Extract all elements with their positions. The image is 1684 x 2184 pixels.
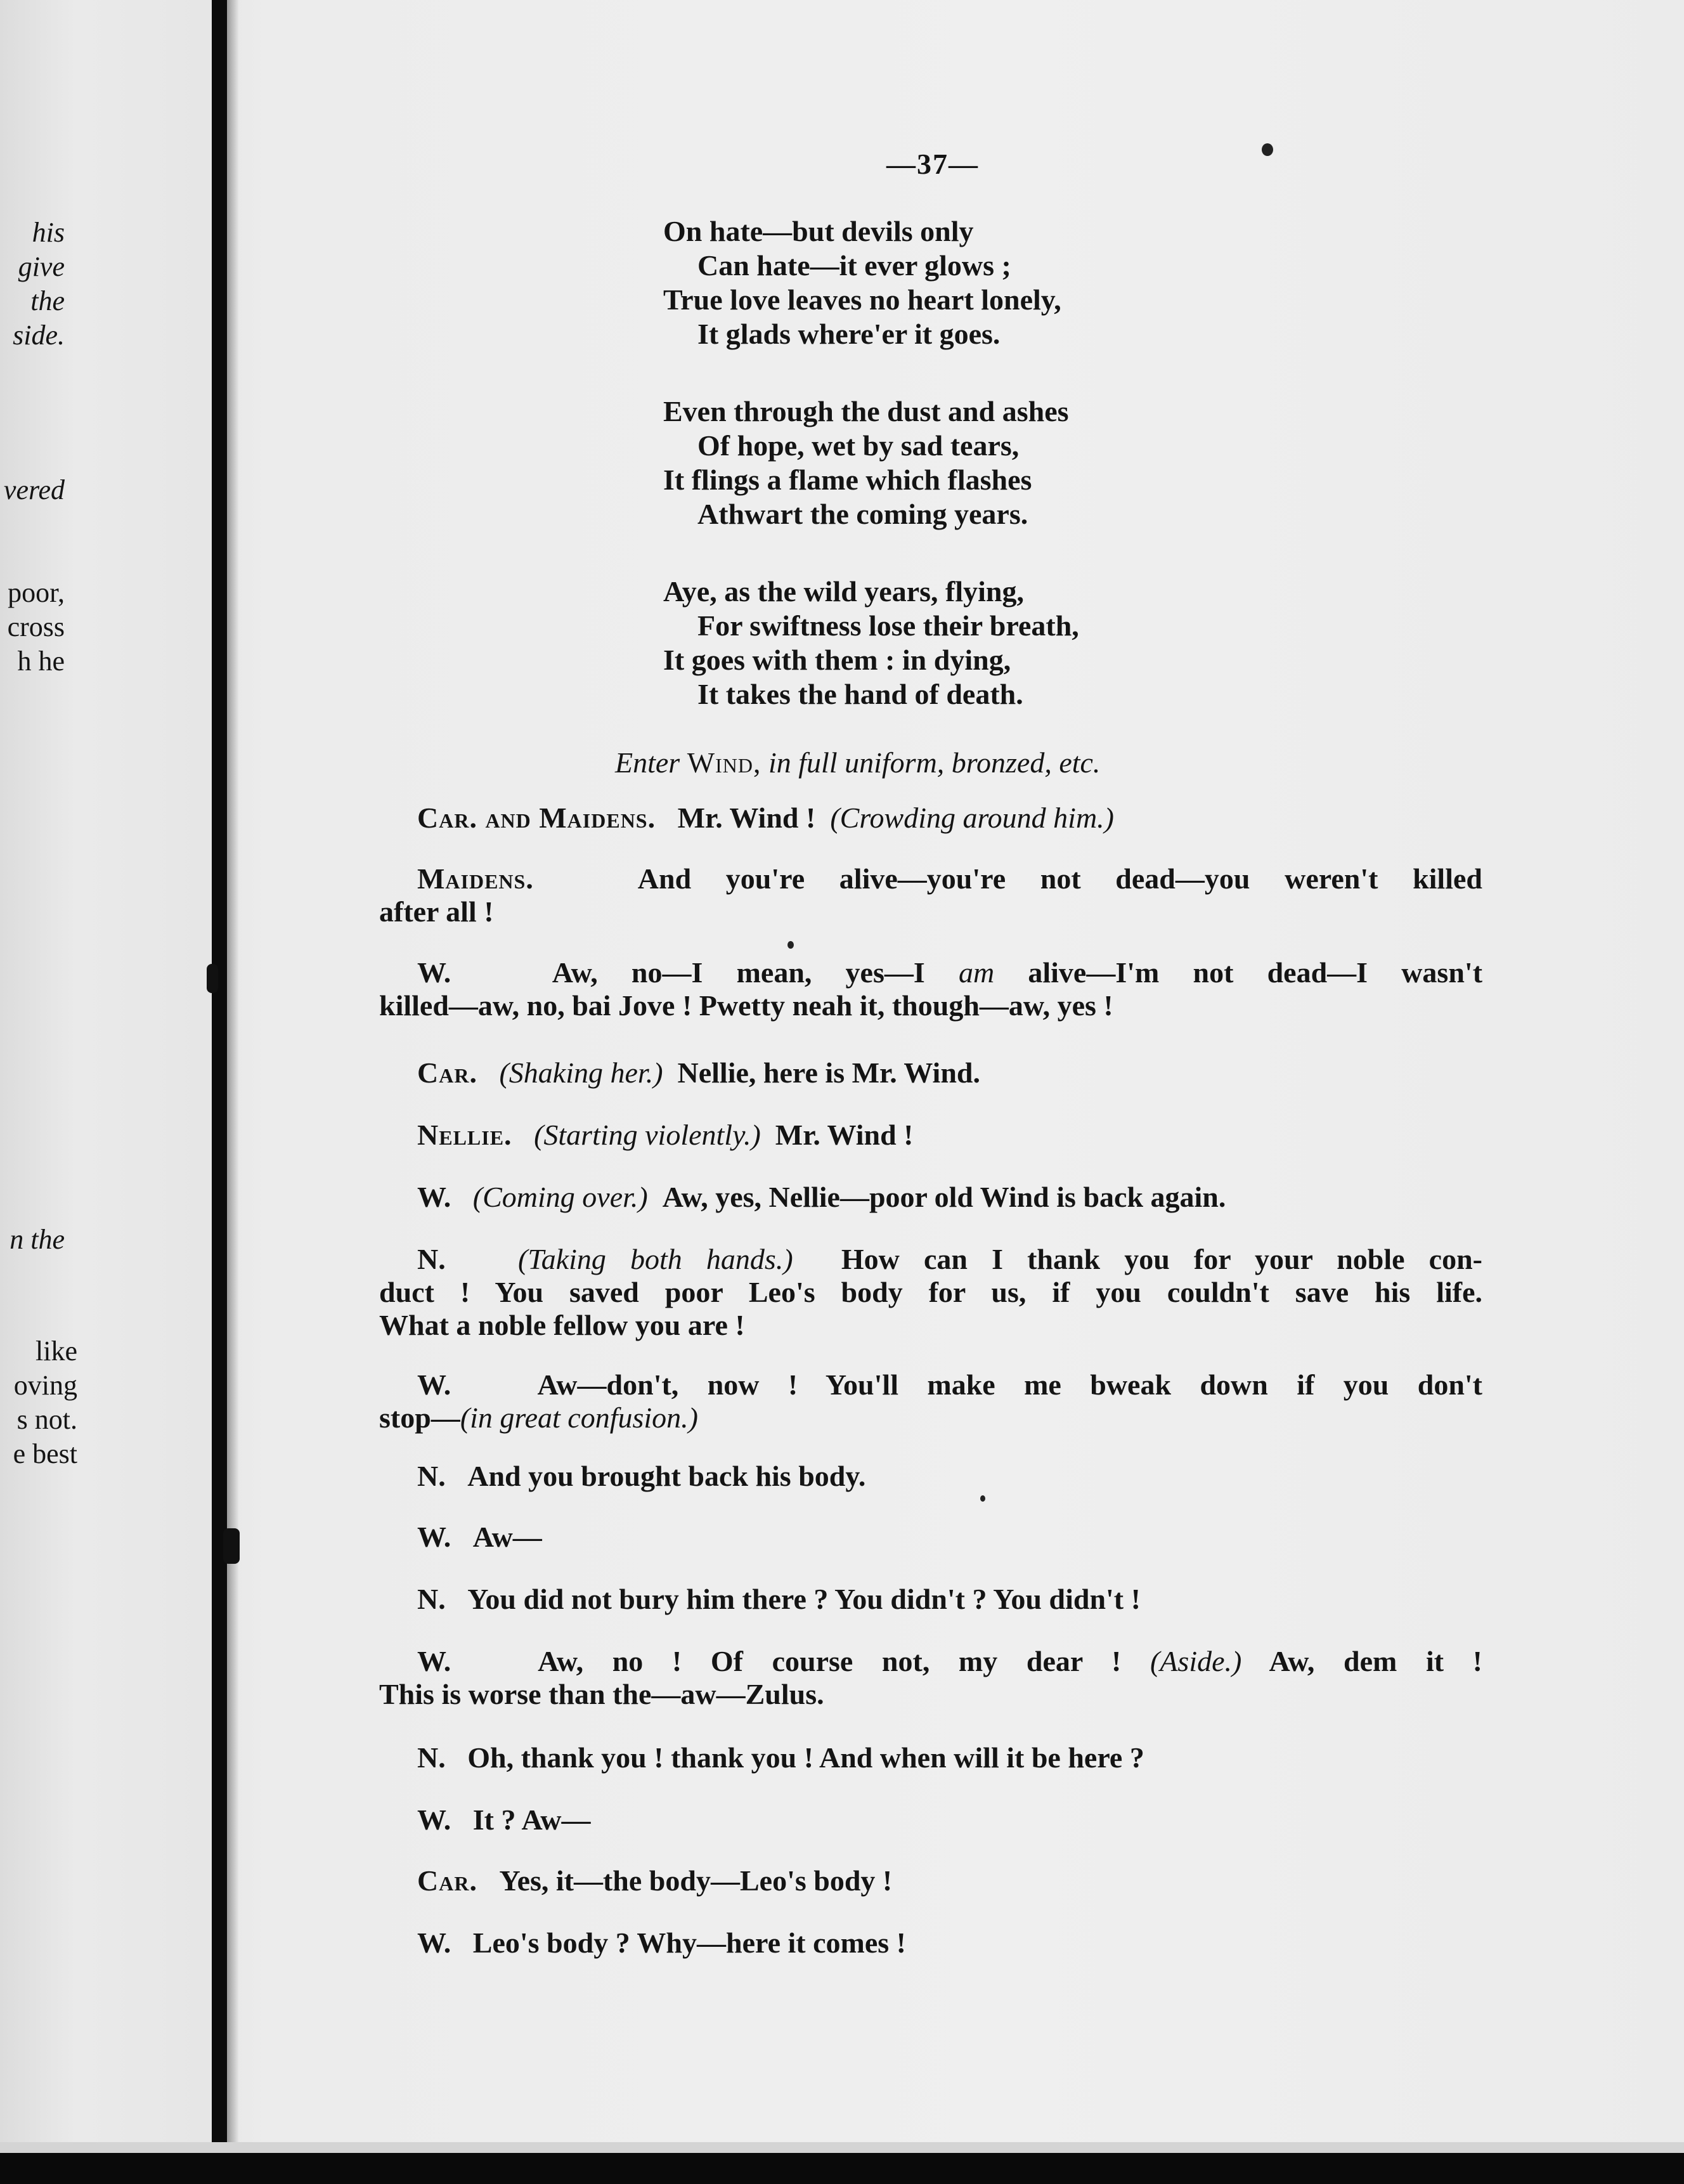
dialogue-line-8 bbox=[379, 1368, 1482, 1434]
verse-line: It flings a flame which flashes bbox=[663, 464, 1032, 496]
stage-direction-text: in full uniform, bronzed, etc. bbox=[768, 746, 1101, 779]
binding-clip-mark bbox=[207, 964, 218, 993]
verse-line: Of hope, wet by sad tears, bbox=[697, 429, 1020, 462]
dialogue-line-11 bbox=[379, 1583, 1482, 1616]
dialogue-line-2 bbox=[379, 862, 1482, 928]
speaker-name: W. bbox=[417, 1804, 451, 1836]
speech-emphasis: am bbox=[958, 956, 995, 989]
speaker-name: Maidens. bbox=[417, 862, 534, 895]
speech-direction: (Crowding around him.) bbox=[830, 802, 1114, 834]
speaker-name: W. bbox=[417, 1521, 451, 1553]
speech-direction: (in great confusion.) bbox=[460, 1401, 698, 1434]
binding-clip-mark bbox=[223, 1528, 240, 1564]
speech-text: And you brought back his body. bbox=[467, 1460, 866, 1492]
stage-character-name: Wind, bbox=[687, 746, 761, 779]
speech-text: And you're alive—you're not dead—you weren't killed bbox=[637, 862, 1482, 895]
speech-text: It ? Aw— bbox=[472, 1804, 591, 1836]
speech-text-continued: stop— bbox=[379, 1401, 460, 1434]
left-page-fragment-3 bbox=[0, 576, 65, 679]
left-fragment-line: n the bbox=[10, 1224, 65, 1255]
speech-text: Leo's body ? Why—here it comes ! bbox=[472, 1927, 906, 1959]
verse-line: On hate—but devils only bbox=[663, 215, 974, 247]
speech-text: Nellie, here is Mr. Wind. bbox=[677, 1056, 980, 1089]
left-page-fragment-1 bbox=[0, 216, 65, 353]
speaker-name: N. bbox=[417, 1460, 446, 1492]
left-fragment-line: vered bbox=[3, 474, 65, 505]
speaker-name: W. bbox=[417, 1645, 451, 1677]
dialogue-line-16 bbox=[379, 1927, 1482, 1960]
left-fragment-line: e best bbox=[13, 1438, 77, 1469]
dialogue-line-9 bbox=[379, 1460, 1482, 1493]
speech-direction: (Taking both hands.) bbox=[518, 1243, 793, 1275]
speech-text: alive—I'm not dead—I wasn't bbox=[1028, 956, 1483, 989]
dialogue-line-7 bbox=[379, 1243, 1482, 1342]
speaker-name: W. bbox=[417, 1181, 451, 1213]
left-page-fragment-2 bbox=[0, 473, 65, 507]
speech-text-continued: after all ! bbox=[379, 895, 494, 928]
speech-text: Aw, yes, Nellie—poor old Wind is back again. bbox=[662, 1181, 1226, 1213]
left-page-fragment-5 bbox=[8, 1334, 77, 1471]
speaker-name: Nellie. bbox=[417, 1119, 512, 1151]
dialogue-line-12 bbox=[379, 1645, 1482, 1711]
poem-stanza-3 bbox=[663, 575, 1079, 712]
stage-direction-enter bbox=[615, 746, 1100, 779]
left-fragment-line: the bbox=[30, 285, 65, 316]
dialogue-line-15 bbox=[379, 1864, 1482, 1897]
stage-enter-word: Enter bbox=[615, 746, 680, 779]
left-fragment-line: side. bbox=[13, 320, 65, 351]
dialogue-line-5 bbox=[379, 1119, 1482, 1152]
dialogue-line-13 bbox=[379, 1741, 1482, 1774]
dialogue-line-10 bbox=[379, 1521, 1482, 1554]
speaker-name: Car. bbox=[417, 1056, 477, 1089]
page-number: —37— bbox=[886, 148, 979, 180]
left-fragment-line: s not. bbox=[16, 1404, 77, 1435]
left-page-fragment-4 bbox=[0, 1223, 65, 1257]
verse-line: It goes with them : in dying, bbox=[663, 644, 1011, 676]
speaker-name: W. bbox=[417, 1368, 451, 1401]
speech-text: Mr. Wind ! bbox=[775, 1119, 914, 1151]
speaker-name: W. bbox=[417, 956, 451, 989]
left-fragment-line: give bbox=[18, 251, 65, 282]
speech-text: Aw, no—I mean, yes—I bbox=[552, 956, 925, 989]
speech-text-continued: duct ! You saved poor Leo's body for us, if you couldn't save his life. bbox=[379, 1276, 1482, 1308]
speech-text: Aw, dem it ! bbox=[1269, 1645, 1482, 1677]
speech-direction: (Coming over.) bbox=[472, 1181, 648, 1213]
speech-text: Aw—don't, now ! You'll make me bweak down if you don't bbox=[537, 1368, 1482, 1401]
verse-line: It takes the hand of death. bbox=[697, 678, 1023, 710]
speaker-name: N. bbox=[417, 1243, 446, 1275]
speaker-name: Car. bbox=[417, 1864, 477, 1897]
ink-speck bbox=[980, 1495, 985, 1502]
speech-text-continued: killed—aw, no, bai Jove ! Pwetty neah it, though—aw, yes ! bbox=[379, 989, 1113, 1022]
left-fragment-line: poor, bbox=[8, 577, 65, 608]
gutter-shadow bbox=[227, 0, 238, 2153]
left-fragment-line: like bbox=[36, 1336, 77, 1367]
speech-text: Mr. Wind ! bbox=[677, 802, 816, 834]
poem-stanza-1 bbox=[663, 214, 1061, 351]
dialogue-line-3 bbox=[379, 956, 1482, 1022]
speech-text-continued: What a noble fellow you are ! bbox=[379, 1309, 745, 1341]
speaker-name: N. bbox=[417, 1741, 446, 1774]
verse-line: Even through the dust and ashes bbox=[663, 395, 1069, 427]
speech-direction: (Aside.) bbox=[1150, 1645, 1242, 1677]
bottom-edge-shadow bbox=[0, 2153, 1684, 2184]
dialogue-line-14 bbox=[379, 1804, 1482, 1836]
speech-text: You did not bury him there ? You didn't ? You didn't ! bbox=[467, 1583, 1141, 1615]
left-fragment-line: oving bbox=[13, 1370, 77, 1401]
ink-speck bbox=[787, 941, 794, 949]
verse-line: Can hate—it ever glows ; bbox=[697, 249, 1011, 282]
verse-line: Aye, as the wild years, flying, bbox=[663, 575, 1025, 608]
speech-text: Aw— bbox=[472, 1521, 542, 1553]
poem-stanza-2 bbox=[663, 394, 1069, 531]
speech-text-continued: This is worse than the—aw—Zulus. bbox=[379, 1678, 824, 1710]
book-gutter bbox=[212, 0, 227, 2153]
verse-line: True love leaves no heart lonely, bbox=[663, 283, 1061, 316]
speech-text: Oh, thank you ! thank you ! And when will it be here ? bbox=[467, 1741, 1144, 1774]
speaker-name: W. bbox=[417, 1927, 451, 1959]
speech-text: Aw, no ! Of course not, my dear ! bbox=[538, 1645, 1122, 1677]
speech-text: Yes, it—the body—Leo's body ! bbox=[499, 1864, 893, 1897]
speaker-name: Car. and Maidens. bbox=[417, 802, 656, 834]
speech-text: How can I thank you for your noble con- bbox=[841, 1243, 1482, 1275]
dialogue-line-6 bbox=[379, 1181, 1482, 1214]
ink-speck bbox=[1262, 143, 1273, 156]
speaker-name: N. bbox=[417, 1583, 446, 1615]
left-fragment-line: his bbox=[32, 217, 65, 248]
verse-line: It glads where'er it goes. bbox=[697, 318, 1001, 350]
left-fragment-line: h he bbox=[17, 646, 65, 677]
left-fragment-line: cross bbox=[7, 611, 65, 642]
verse-line: Athwart the coming years. bbox=[697, 498, 1028, 530]
dialogue-line-4 bbox=[379, 1056, 1482, 1089]
speech-direction: (Starting violently.) bbox=[534, 1119, 761, 1151]
dialogue-line-1 bbox=[379, 802, 1482, 835]
bottom-edge-light bbox=[0, 2142, 1684, 2153]
speech-direction: (Shaking her.) bbox=[499, 1056, 663, 1089]
verse-line: For swiftness lose their breath, bbox=[697, 609, 1079, 642]
